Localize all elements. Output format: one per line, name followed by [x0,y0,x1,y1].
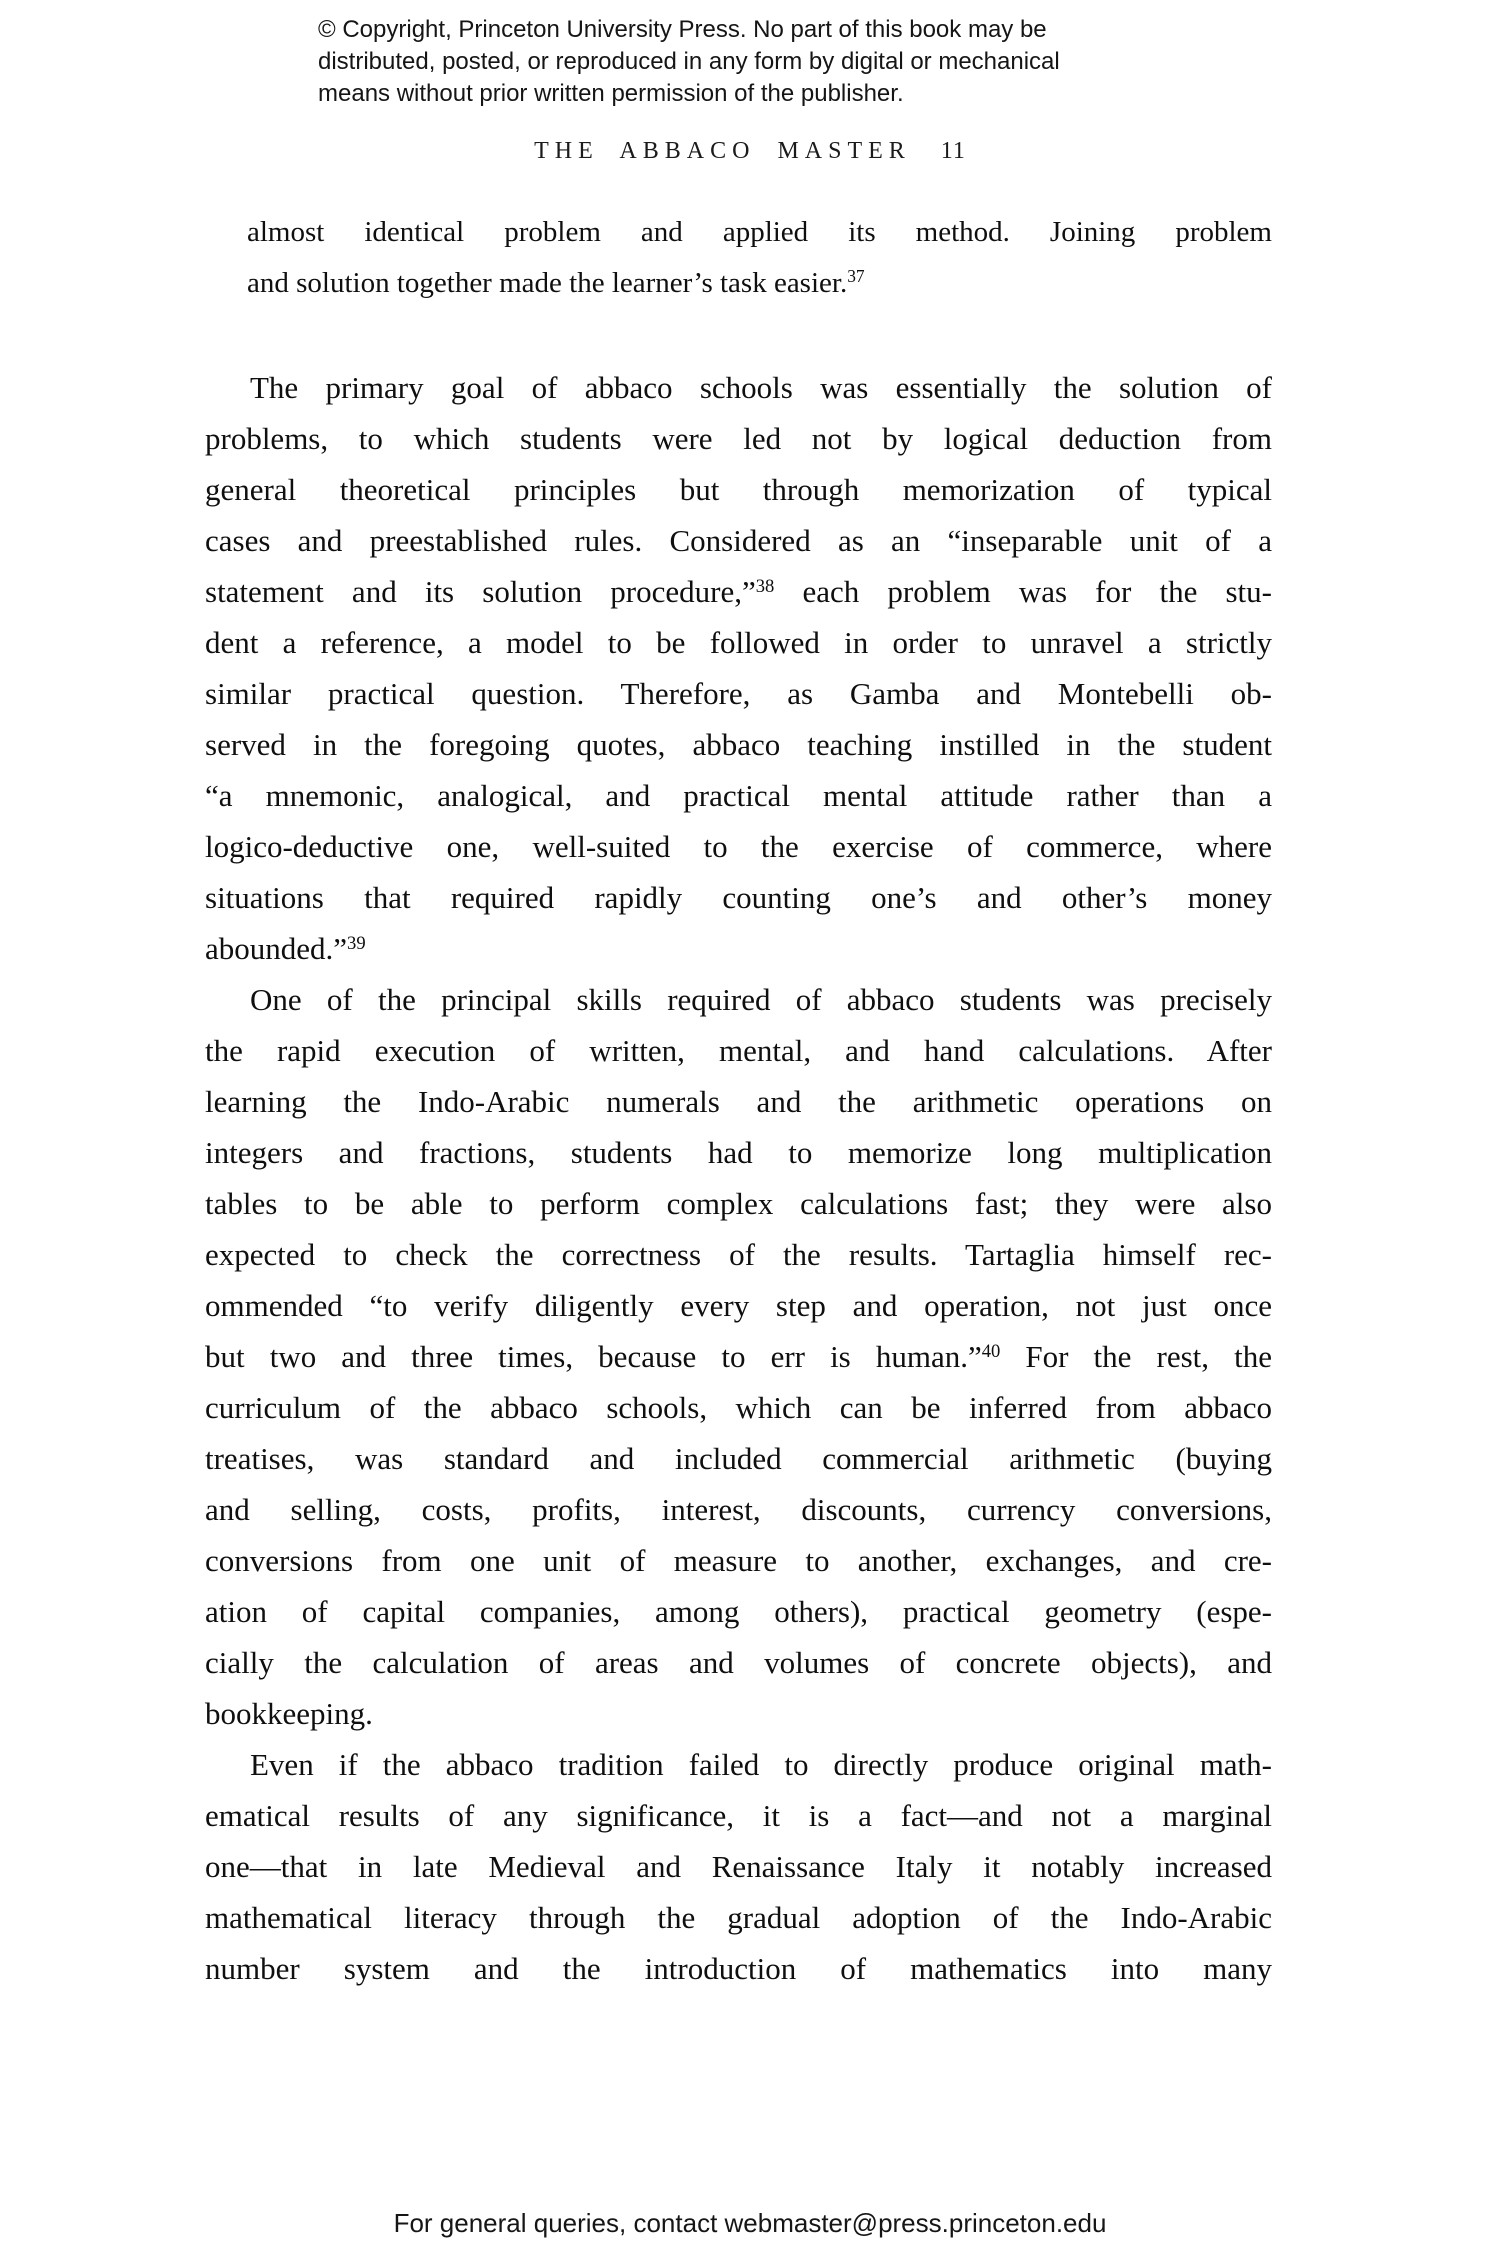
text-run: treatises, was standard and included commercial arithmetic (buying [205,1441,1272,1476]
text-run: mathematical literacy through the gradual adoption of the Indo-Arabic [205,1900,1272,1935]
text-line [205,464,1272,515]
text-run: but two and three times, because to err is human.” [205,1339,982,1374]
text-line [205,1637,1272,1688]
copyright-line: distributed, posted, or reproduced in any form by digital or mechanical [318,48,1060,75]
text-run: For the rest, the [1000,1339,1272,1374]
text-run: each problem was for the stu- [774,574,1272,609]
footnote-reference: 38 [755,575,775,597]
text-run: situations that required rapidly counting one’s and other’s money [205,880,1272,915]
text-run: almost identical problem and applied its method. Joining problem [247,216,1272,248]
text-line [205,617,1272,668]
text-line [205,1790,1272,1841]
paragraph [205,1739,1272,1994]
text-run: expected to check the correctness of the results. Tartaglia himself rec- [205,1237,1272,1272]
text-line [205,1433,1272,1484]
text-run: cases and preestablished rules. Considered as an “inseparable unit of a [205,523,1272,558]
text-run: integers and fractions, students had to memorize long multiplication [205,1135,1272,1170]
text-run: ematical results of any significance, it is a fact—and not a marginal [205,1798,1272,1833]
text-line [205,821,1272,872]
text-line [205,413,1272,464]
text-run: The primary goal of abbaco schools was essentially the solution of [250,370,1272,405]
text-line [205,1229,1272,1280]
text-line [205,1025,1272,1076]
text-run: learning the Indo-Arabic numerals and the arithmetic operations on [205,1084,1272,1119]
running-head-title: THE ABBACO MASTER [534,138,911,164]
text-run: served in the foregoing quotes, abbaco teaching instilled in the student [205,727,1272,762]
text-line [205,1739,1272,1790]
text-run: similar practical question. Therefore, as Gamba and Montebelli ob- [205,676,1272,711]
text-line [205,1586,1272,1637]
paragraph [205,362,1272,974]
text-line [205,1178,1272,1229]
text-run: tables to be able to perform complex calculations fast; they were also [205,1186,1272,1221]
text-line [205,1331,1272,1382]
text-run: bookkeeping. [205,1696,373,1731]
footnote-reference: 40 [981,1340,1001,1362]
running-head [0,138,1500,165]
text-run: cially the calculation of areas and volumes of concrete objects), and [205,1645,1272,1680]
text-line [205,1127,1272,1178]
text-run: statement and its solution procedure,” [205,574,756,609]
text-run: the rapid execution of written, mental, and hand calculations. After [205,1033,1272,1068]
page-number: 11 [940,138,966,164]
copyright-notice [318,14,1060,110]
text-run: curriculum of the abbaco schools, which can be inferred from abbaco [205,1390,1272,1425]
text-run: number system and the introduction of mathematics into many [205,1951,1272,1986]
text-line [205,719,1272,770]
text-line [247,207,1272,258]
text-run: logico-deductive one, well-suited to the exercise of commerce, where [205,829,1272,864]
text-line [205,1484,1272,1535]
text-run: general theoretical principles but through memorization of typical [205,472,1272,507]
text-line [205,668,1272,719]
text-run: One of the principal skills required of abbaco students was precisely [250,982,1272,1017]
text-run: dent a reference, a model to be followed in order to unravel a strictly [205,625,1272,660]
text-run: and solution together made the learner’s task easier. [247,267,848,299]
text-line [205,872,1272,923]
copyright-line: © Copyright, Princeton University Press. No part of this book may be [318,16,1047,43]
page-body [205,207,1272,1994]
text-run: problems, to which students were led not by logical deduction from [205,421,1272,456]
text-line [205,1280,1272,1331]
text-line [205,1076,1272,1127]
text-line [205,974,1272,1025]
text-line [205,566,1272,617]
text-run: ommended “to verify diligently every step and operation, not just once [205,1288,1272,1323]
text-line [205,515,1272,566]
paragraph [205,974,1272,1739]
text-line [205,1382,1272,1433]
blockquote [247,207,1272,309]
text-line [205,923,1272,974]
text-line [205,770,1272,821]
text-line [205,1688,1272,1739]
text-run: Even if the abbaco tradition failed to directly produce original math- [250,1747,1272,1782]
text-run: conversions from one unit of measure to another, exchanges, and cre- [205,1543,1272,1578]
text-run: “a mnemonic, analogical, and practical mental attitude rather than a [205,778,1272,813]
text-line [247,258,1272,309]
text-run: abounded.” [205,931,348,966]
copyright-line: means without prior written permission of the publisher. [318,80,904,107]
text-run: and selling, costs, profits, interest, discounts, currency conversions, [205,1492,1272,1527]
text-run: one—that in late Medieval and Renaissance Italy it notably increased [205,1849,1272,1884]
text-line [205,1943,1272,1994]
footnote-reference: 37 [847,266,865,287]
text-line [205,1892,1272,1943]
text-line [205,1535,1272,1586]
footer-contact-line: For general queries, contact webmaster@press.princeton.edu [393,2208,1107,2238]
footnote-reference: 39 [347,932,366,954]
text-line [205,1841,1272,1892]
text-run: ation of capital companies, among others), practical geometry (espe- [205,1594,1272,1629]
text-line [205,362,1272,413]
